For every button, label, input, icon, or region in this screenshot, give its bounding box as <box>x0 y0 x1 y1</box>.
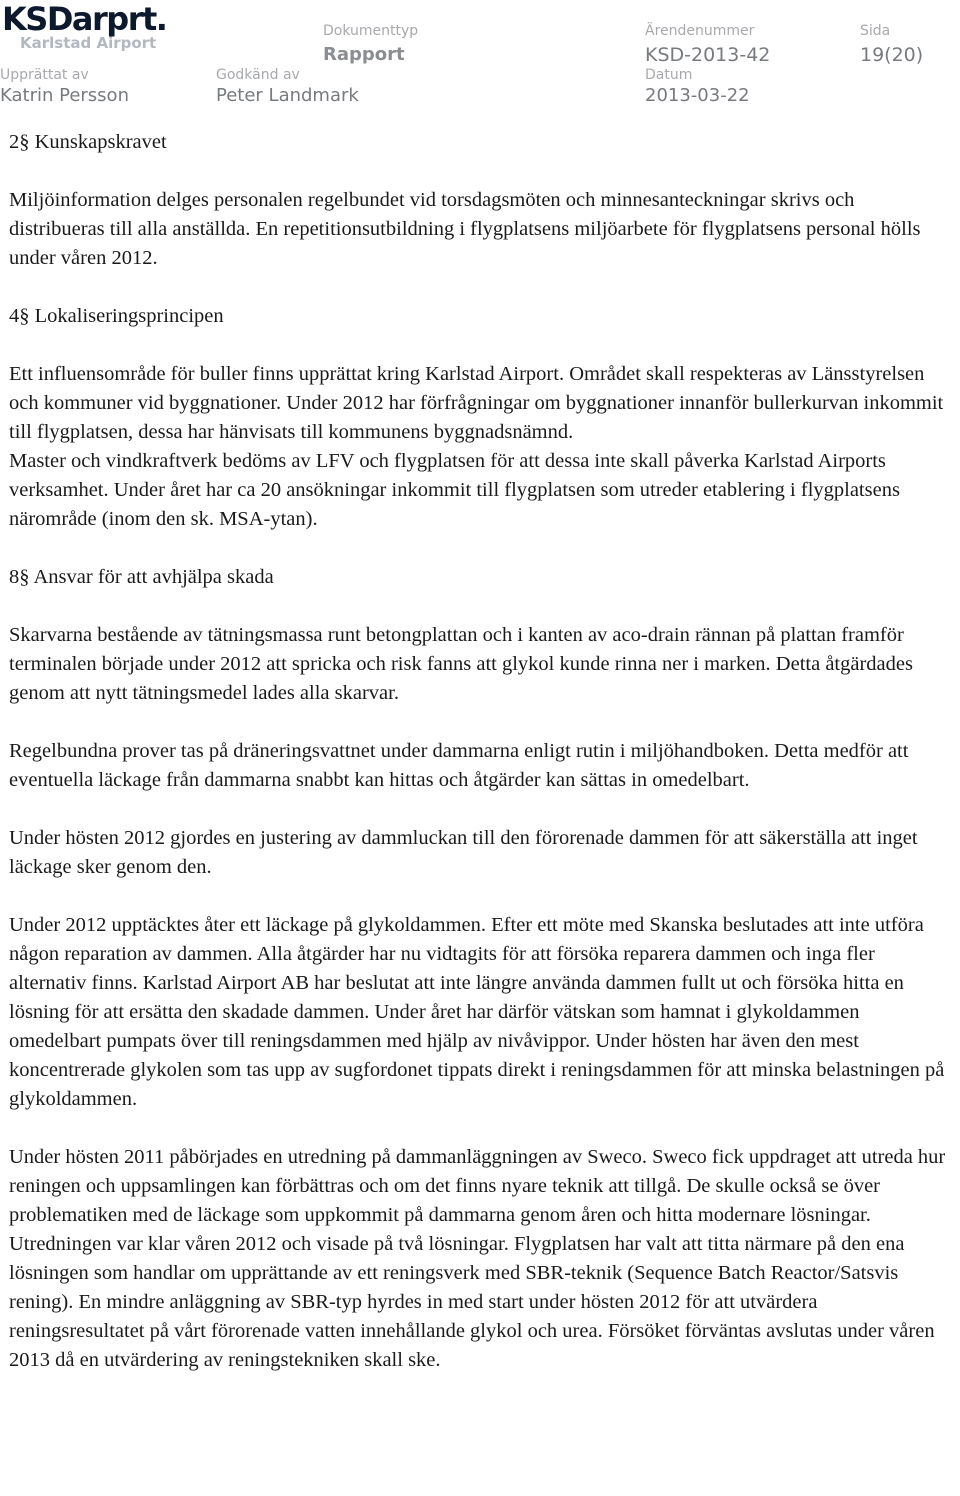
date-label: Datum <box>645 67 693 83</box>
section-heading-4: 4§ Lokaliseringsprincipen <box>9 305 224 327</box>
case-number-label: Ärendenummer <box>645 23 755 39</box>
created-by-field <box>0 66 129 107</box>
section-4-paragraph-2: Master och vindkraftverk bedöms av LFV och flygplatsen för att dessa inte skall påverka Karlstad Airports verksamhet. Under året har ca 20 ansökningar inkommit till flygplatsen som utreder etablering i flygplatsens närområde (inom den sk. MSA-ytan). <box>9 450 900 530</box>
page-field <box>860 22 923 66</box>
section-8-paragraph-2: Regelbundna prover tas på dräneringsvattnet under dammarna enligt rutin i miljöhandboken. Detta medför att eventuella läckage från dammarna snabbt kan hittas och åtgärder kan sättas in omedelbart. <box>9 740 909 791</box>
created-by-label: Upprättat av <box>0 67 89 83</box>
section-8-paragraph-3: Under hösten 2012 gjordes en justering av dammluckan till den förorenade dammen för att säkerställa att inget läckage sker genom den. <box>9 827 918 878</box>
logo-subtitle: Karlstad Airport <box>20 34 157 52</box>
section-2-paragraph: Miljöinformation delges personalen regelbundet vid torsdagsmöten och minnesanteckningar skrivs och distribueras till alla anställda. En repetitionsutbildning i flygplatsens miljöarbete för flygplatsens personal hölls under våren 2012. <box>9 189 921 269</box>
doctype-field <box>323 22 418 66</box>
section-heading-2: 2§ Kunskapskravet <box>9 131 167 153</box>
section-4-paragraph-1: Ett influensområde för buller finns upprättat kring Karlstad Airport. Området skall respekteras av Länsstyrelsen och kommuner vid byggnationer. Under 2012 har förfrågningar om byggnationer innanför bullerkurvan inkommit till flygplatsen, dessa har hänvisats till kommunens byggnadsnämnd. <box>9 363 944 443</box>
page-number: 19(20) <box>860 44 924 66</box>
approved-by-label: Godkänd av <box>216 67 300 83</box>
logo-wordmark: KSDarprt. <box>2 0 167 38</box>
document-body <box>9 128 955 1375</box>
approved-by-value: Peter Landmark <box>216 85 359 106</box>
approved-by-field <box>216 66 359 107</box>
section-8-paragraph-4: Under 2012 upptäcktes åter ett läckage på glykoldammen. Efter ett möte med Skanska beslutades att inte utföra någon reparation av dammen. Alla åtgärder har nu vidtagits för att försöka reparera dammen och inga fler alternativ finns. Karlstad Airport AB har beslutat att inte längre använda dammen fullt ut och försöka hitta en lösning för att ersätta den skadade dammen. Under året har därför vätskan som hamnat i glykoldammen omedelbart pumpats över till reningsdammen med hjälp av nivåvippor. Under hösten har även den mest koncentrerade glykolen som tas upp av sugfordonet tippats direkt i reningsdammen för att minska belastningen på glykoldammen. <box>9 914 945 1110</box>
doctype-label: Dokumenttyp <box>323 23 419 39</box>
document-header <box>0 0 960 110</box>
section-8-paragraph-1: Skarvarna bestående av tätningsmassa runt betongplattan och i kanten av aco-drain rännan på plattan framför terminalen började under 2012 att spricka och risk fanns att glykol kunde rinna ner i marken. Detta åtgärdades genom att nytt tätningsmedel lades alla skarvar. <box>9 624 913 704</box>
page-label: Sida <box>860 23 891 39</box>
date-field <box>645 66 750 107</box>
case-number-field <box>645 22 770 66</box>
company-logo <box>2 2 166 51</box>
case-number-value: KSD-2013-42 <box>645 44 771 66</box>
created-by-value: Katrin Persson <box>0 85 129 106</box>
section-heading-8: 8§ Ansvar för att avhjälpa skada <box>9 566 274 588</box>
doctype-value: Rapport <box>323 44 405 65</box>
date-value: 2013-03-22 <box>645 85 750 106</box>
section-8-paragraph-5: Under hösten 2011 påbörjades en utredning på dammanläggningen av Sweco. Sweco fick uppdraget att utreda hur reningen och uppsamlingen kan förbättras och om det finns nyare teknik att tillgå. De skulle också se över problematiken med de läckage som uppkommit på dammarna genom åren och hitta modernare lösningar. Utredningen var klar våren 2012 och visade på två lösningar. Flygplatsen har valt att titta närmare på den ena lösningen som handlar om upprättande av ett reningsverk med SBR-teknik (Sequence Batch Reactor/Satsvis rening). En mindre anläggning av SBR-typ hyrdes in med start under hösten 2012 för att utvärdera reningsresultatet på vårt förorenade vatten innehållande glykol och urea. Försöket förväntas avslutas under våren 2013 då en utvärdering av reningstekniken skall ske. <box>9 1146 946 1371</box>
